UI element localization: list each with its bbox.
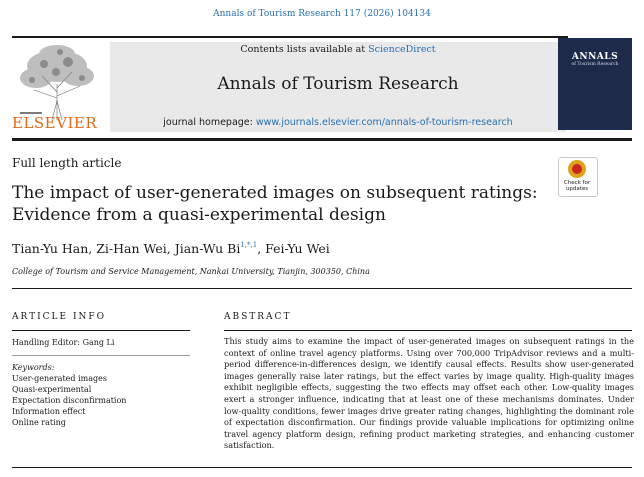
author-name[interactable]: Zi-Han Wei bbox=[96, 241, 167, 256]
abstract-heading: ABSTRACT bbox=[224, 312, 292, 322]
keyword-item: Quasi-experimental bbox=[12, 385, 92, 394]
keywords-list bbox=[12, 373, 126, 428]
abstract-rule bbox=[224, 330, 632, 331]
check-for-updates-label: Check for updates bbox=[563, 180, 591, 192]
journal-homepage bbox=[110, 117, 566, 128]
article-title: The impact of user-generated images on subsequent ratings: Evidence from a quasi-experimental design bbox=[12, 183, 538, 225]
author-affiliation-marker[interactable]: 1,*,1 bbox=[240, 241, 258, 249]
contents-line bbox=[110, 44, 566, 55]
handling-editor: Handling Editor: Gang Li bbox=[12, 338, 115, 347]
crossmark-inner-icon bbox=[572, 164, 582, 174]
section-divider bbox=[12, 288, 632, 289]
keyword-item: User-generated images bbox=[12, 374, 107, 383]
article-info-rule bbox=[12, 330, 190, 331]
publisher-logo-text[interactable]: ELSEVIER bbox=[12, 114, 98, 132]
article-type: Full length article bbox=[12, 156, 122, 170]
article-info-heading: ARTICLE INFO bbox=[12, 312, 107, 322]
homepage-prefix: journal homepage: bbox=[163, 117, 256, 128]
keyword-item: Online rating bbox=[12, 418, 66, 427]
abstract-bottom-rule bbox=[12, 467, 632, 468]
keywords-heading: Keywords: bbox=[12, 363, 55, 372]
keyword-item: Information effect bbox=[12, 407, 86, 416]
author-name[interactable]: Jian-Wu Bi bbox=[174, 241, 241, 256]
editor-rule bbox=[12, 355, 190, 356]
abstract-text: This study aims to examine the impact of user-generated images on subsequent ratings in the context of online travel agency platforms. Using over 700,000 TripAdvisor reviews and a multi-period difference-in-differences design, we identify causal effects. Results show user-generated images generally raise later ratings, but the effect varies by image quality. High-quality images exhibit negligible effects, suggesting the two effects may offset each other. Low-quality images exert a stronger influence, indicating that at least one of these mechanisms dominates. Under low-quality conditions, fewer images drive greater rating changes, highlighting the dominant role of expectation disconfirmation. Our findings provide valuable implications for optimizing online travel agency platform design, refining product marketing strategies, and enhancing customer satisfaction. bbox=[224, 336, 634, 451]
cover-subtitle: of Tourism Research bbox=[571, 62, 619, 67]
author-name[interactable]: Fei-Yu Wei bbox=[265, 241, 330, 256]
journal-title: Annals of Tourism Research bbox=[217, 74, 459, 94]
header-bottom-rule bbox=[12, 138, 632, 141]
sciencedirect-link[interactable]: ScienceDirect bbox=[368, 44, 436, 55]
keyword-item: Expectation disconfirmation bbox=[12, 396, 127, 405]
header-top-rule bbox=[12, 36, 568, 38]
contents-prefix: Contents lists available at bbox=[240, 44, 369, 55]
cover-title: ANNALS bbox=[571, 52, 619, 62]
journal-citation[interactable]: Annals of Tourism Research 117 (2026) 104134 bbox=[213, 9, 431, 19]
affiliation: College of Tourism and Service Management, Nankai University, Tianjin, 300350, China bbox=[12, 267, 370, 276]
author-name[interactable]: Tian-Yu Han bbox=[12, 241, 89, 256]
author-list: Tian-Yu Han, Zi-Han Wei, Jian-Wu $Bi^{1,*,1}$, Fei-Yu Wei bbox=[12, 241, 330, 256]
elsevier-tree-logo-icon bbox=[12, 42, 102, 120]
homepage-link[interactable]: www.journals.elsevier.com/annals-of-tourism-research bbox=[255, 117, 513, 128]
